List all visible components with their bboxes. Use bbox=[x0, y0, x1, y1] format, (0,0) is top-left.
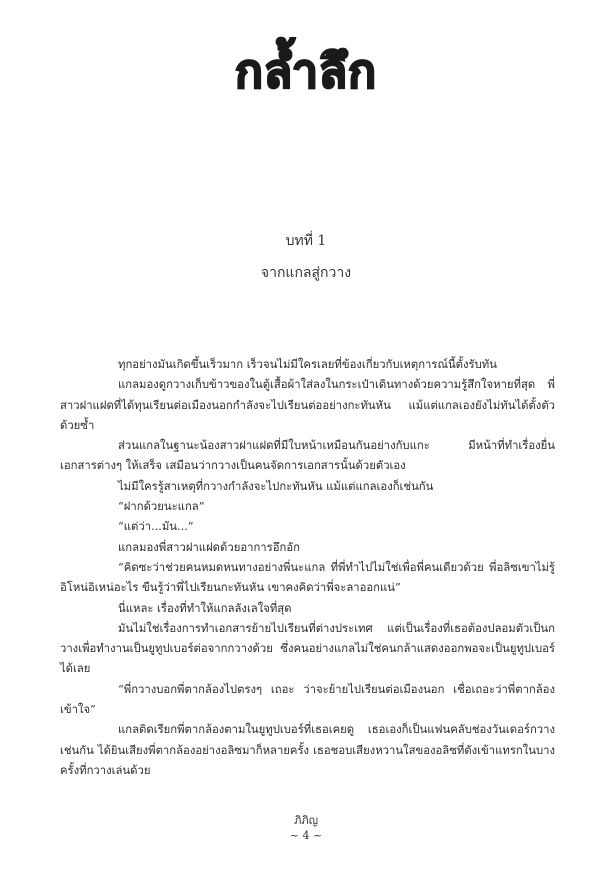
paragraph: มันไม่ใช่เรื่องการทำเอกสารย้ายไปเรียนที่ต่างประเทศ แต่เป็นเรื่องที่เธอต้องปลอมตัวเป็นกวางเพื่อทำงานเป็นยูทูปเบอร์ต่อจากกวางด้วย ซึ่งคนอย่างแกลไม่ใช่คนกล้าแสดงออกพอจะเป็นยูทูปเบอร์ได้เลย bbox=[60, 621, 555, 676]
paragraph: แกลมองดูกวางเก็บข้าวของในตู้เสื้อผ้าใส่ลงในกระเป๋าเดินทางด้วยความรู้สึกใจหายที่สุด พี่สาวฝาแฝดที่ได้ทุนเรียนต่อเมืองนอกกำลังจะไปเรียนต่ออย่างกะทันหัน แม้แต่แกลเองยังไม่ทันได้ตั้งตัวด้วยซ้ำ bbox=[60, 378, 555, 432]
book-title-logo: กล้ำลึก bbox=[235, 44, 377, 98]
chapter-body bbox=[60, 355, 555, 781]
title-banner bbox=[0, 36, 612, 106]
paragraph: แกลติดเรียกพี่ตากล้องตามในยูทูปเบอร์ที่เธอเคยดู เธอเองก็เป็นแฟนคลับช่องวันเดอร์กวางเช่นกัน ได้ยินเสียงพี่ตากล้องอย่างอลิซมาก็หลายครั้ง เธอชอบเสียงหวานใสของอลิซที่ดังเข้าแทรกในบางครั้งที่กวางเล่นด้วย bbox=[60, 723, 555, 777]
page-number: ~ 4 ~ bbox=[289, 829, 323, 842]
author-name: ภิภิญ bbox=[294, 814, 318, 827]
paragraph: ไม่มีใครรู้สาเหตุที่กวางกำลังจะไปกะทันหัน แม้แต่แกลเองก็เช่นกัน bbox=[118, 479, 434, 493]
paragraph: “แต่ว่า...มัน...” bbox=[118, 520, 194, 534]
paragraph: “ฝากด้วยนะแกล” bbox=[118, 500, 205, 514]
paragraph: นี่แหละ เรื่องที่ทำให้แกลลังเลใจที่สุด bbox=[118, 601, 292, 615]
chapter-number: บทที่ 1 bbox=[285, 233, 327, 249]
paragraph: ส่วนแกลในฐานะน้องสาวฝาแฝดที่มีใบหน้าเหมือนกันอย่างกับแกะ มีหน้าที่ทำเรื่องยื่นเอกสารต่างๆ ให้เสร็จ เสมือนว่ากวางเป็นคนจัดการเอกสารนั้นด้วยตัวเอง bbox=[60, 439, 555, 473]
chapter-title: จากแกลสู่กวาง bbox=[260, 265, 352, 281]
paragraph: ทุกอย่างมันเกิดขึ้นเร็วมาก เร็วจนไม่มีใครเลยที่ข้องเกี่ยวกับเหตุการณ์นี้ตั้งรับทัน bbox=[118, 358, 497, 371]
paragraph: “พี่กวางบอกพี่ตากล้องไปตรงๆ เถอะ ว่าจะย้ายไปเรียนต่อเมืองนอก เชื่อเถอะว่าพี่ตากล้องเข้าใจ” bbox=[60, 682, 555, 717]
paragraph: “คิดซะว่าช่วยคนหมดหนทางอย่างพี่นะแกล ที่พี่ทำไปไม่ใช่เพื่อพี่คนเดียวด้วย พี่อลิซเขาไม่รู้อิโหน่อิเหน่อะไร ขืนรู้ว่าพี่ไปเรียนกะทันหัน เขาคงคิดว่าพี่จะลาออกแน่” bbox=[60, 560, 555, 595]
paragraph: แกลมองพี่สาวฝาแฝดด้วยอาการอึกอัก bbox=[118, 540, 300, 554]
